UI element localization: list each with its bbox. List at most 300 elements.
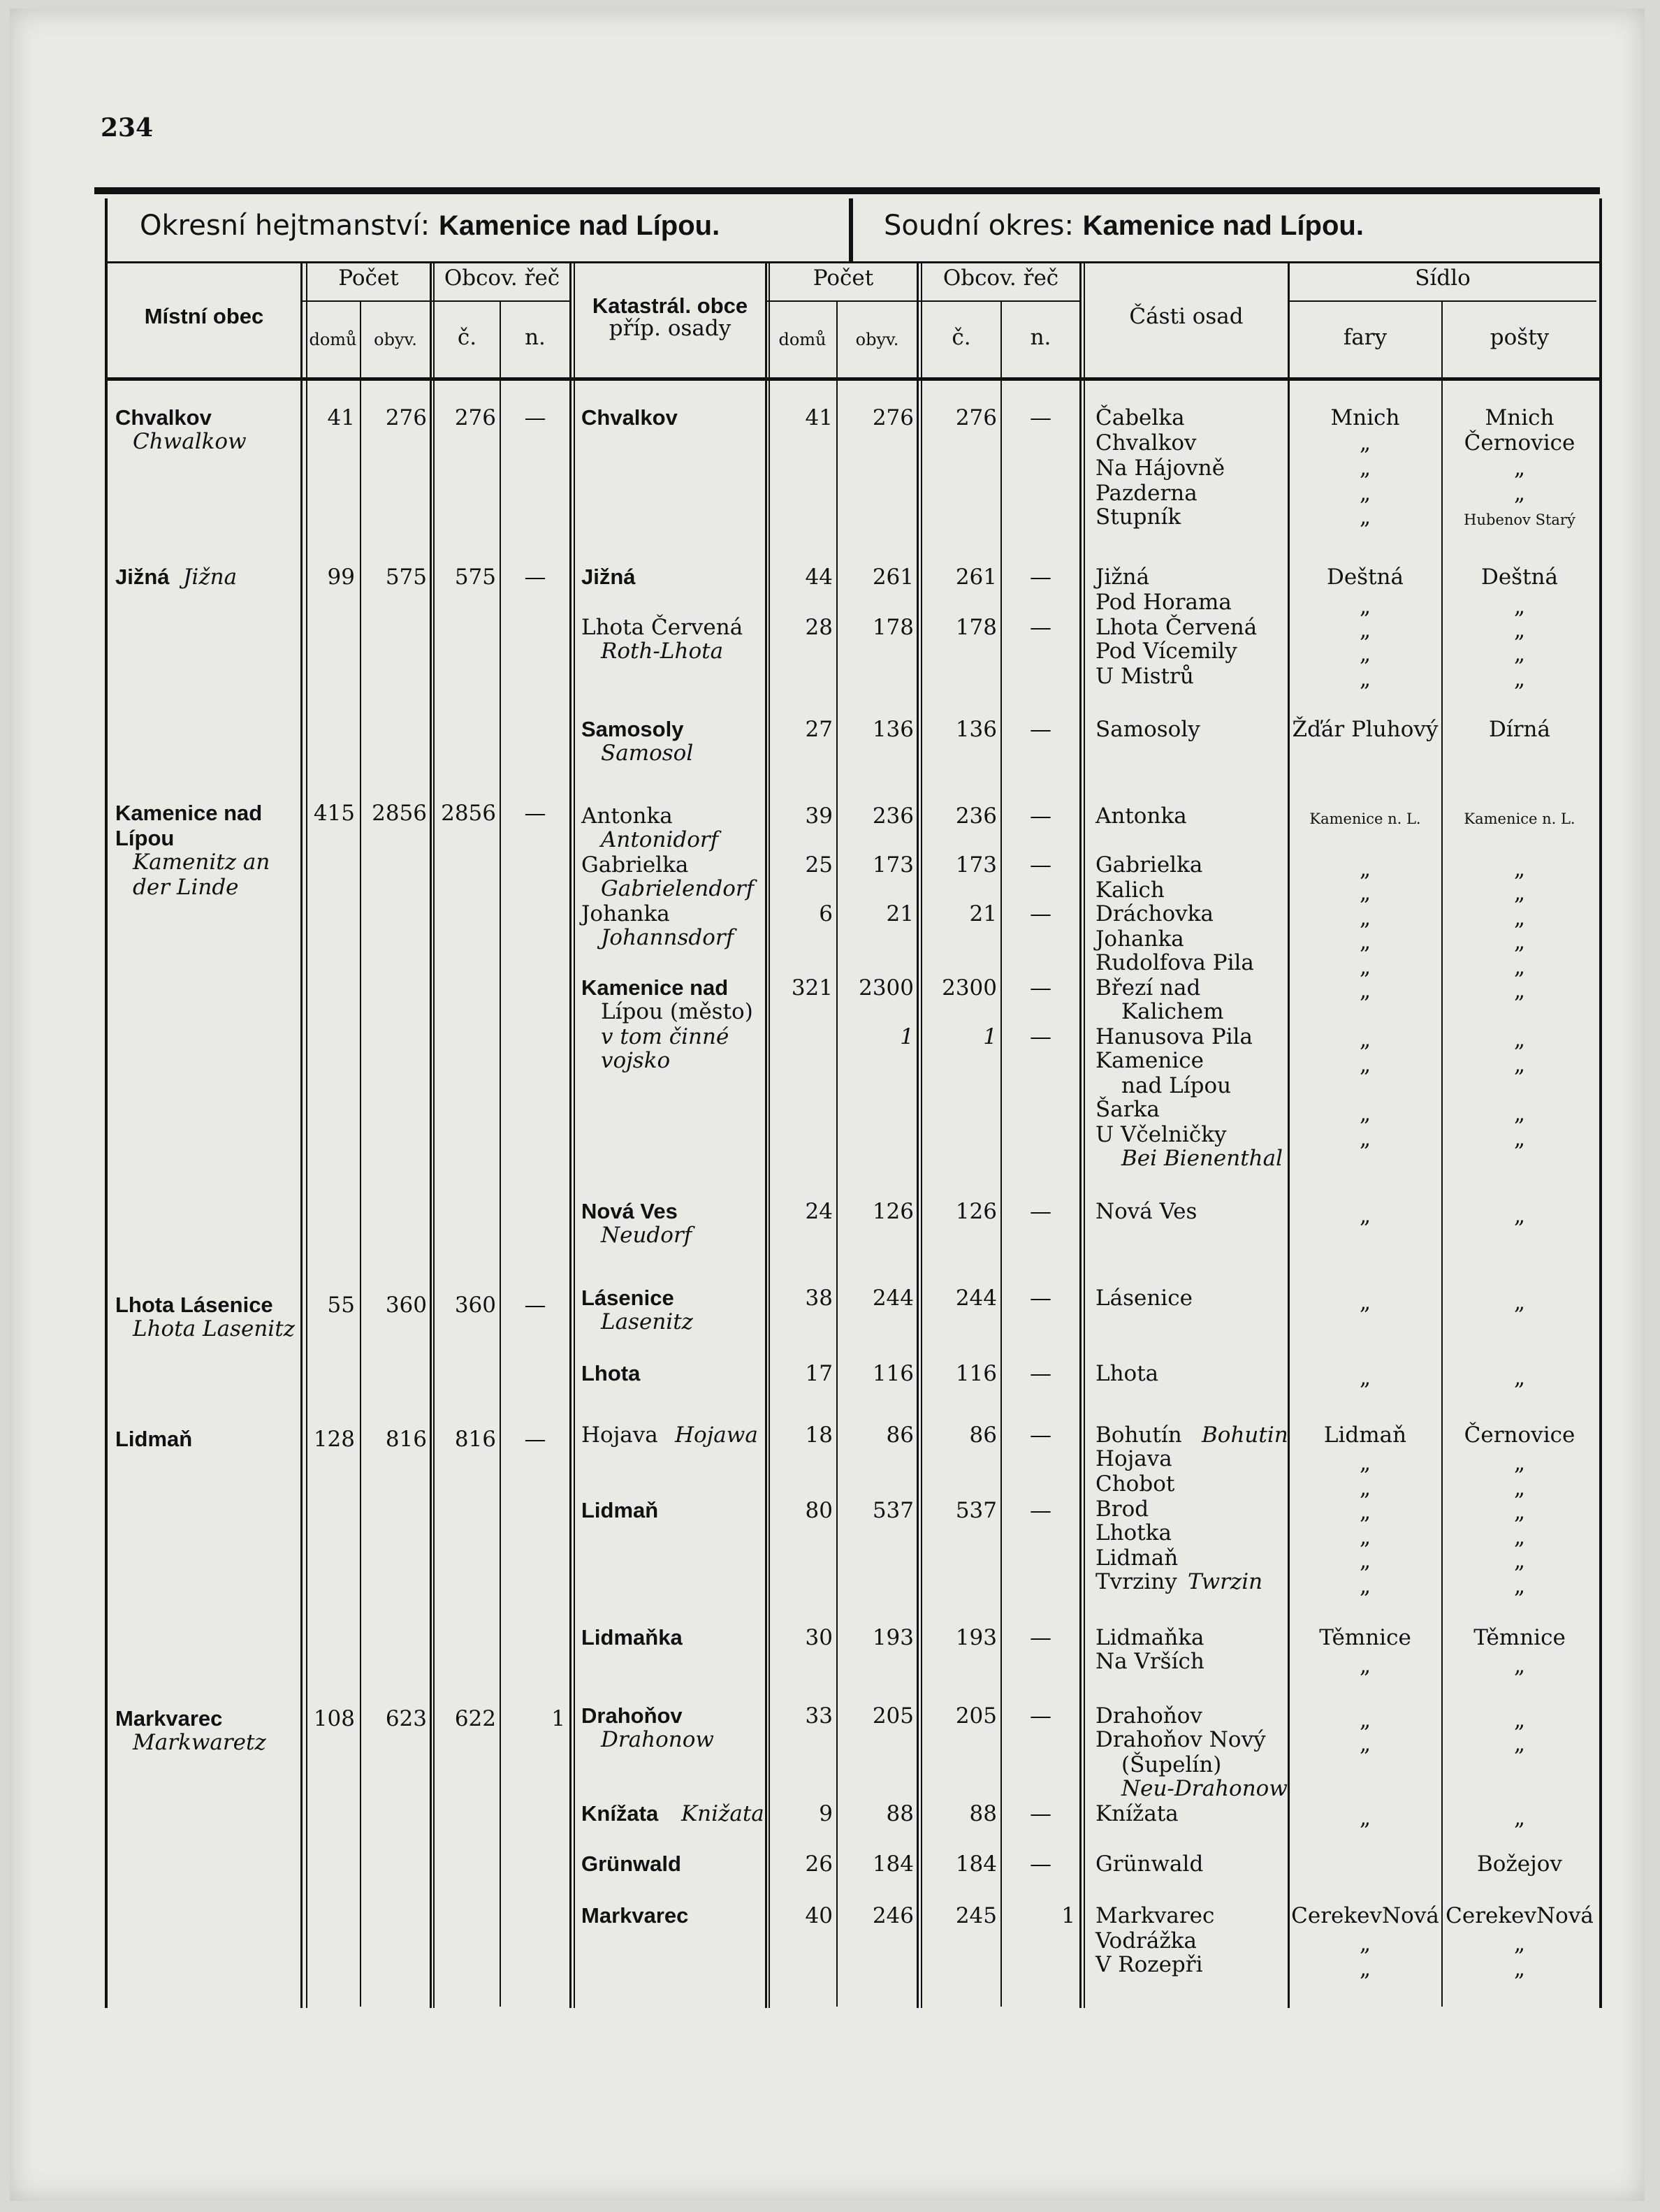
municipality-name: Lhota Lásenice <box>115 1293 273 1317</box>
cad-n: — <box>1030 852 1051 878</box>
mun-obyv: 2856 <box>372 801 427 826</box>
col-header-c: č. <box>457 325 477 350</box>
cadastral-german: Hojawa <box>675 1422 758 1448</box>
fara: „ <box>1359 1365 1371 1390</box>
mun-domu: 99 <box>327 565 355 590</box>
posta: „ <box>1513 1101 1526 1126</box>
col-header-n: n. <box>525 325 546 350</box>
cad-c: 244 <box>955 1286 997 1311</box>
col-line <box>574 261 575 2008</box>
cadastral-german: Gabrielendorf <box>601 876 755 901</box>
fara: „ <box>1359 1499 1371 1525</box>
cadastral-name: Nová Ves <box>581 1199 678 1223</box>
cad-domu: 24 <box>805 1199 833 1224</box>
part-name: Chobot <box>1095 1471 1175 1497</box>
mun-n: 1 <box>551 1706 565 1731</box>
fara: „ <box>1359 1101 1371 1126</box>
part-name: Knížata <box>1095 1801 1179 1826</box>
fara: „ <box>1359 1931 1371 1956</box>
col-header-obyv: obyv. <box>374 330 417 349</box>
col-line <box>917 261 919 2008</box>
cad-c: 276 <box>955 405 997 430</box>
cad-c: 21 <box>969 901 997 926</box>
posta: „ <box>1513 880 1526 905</box>
district-value: Kamenice nad Lípou. <box>438 210 720 241</box>
fara: Mnich <box>1330 405 1400 430</box>
col-line <box>1000 302 1002 2007</box>
part-name: Lidmaňka <box>1095 1625 1204 1650</box>
fara: „ <box>1359 618 1371 643</box>
col-header-obyv2: obyv. <box>855 330 899 349</box>
posta: „ <box>1513 1052 1526 1077</box>
part-name: Kalich <box>1095 878 1165 903</box>
cad-n: — <box>1030 1851 1051 1877</box>
cad-c: 236 <box>955 803 997 829</box>
posta: „ <box>1513 1365 1526 1390</box>
part-name: U Mistrů <box>1095 664 1194 689</box>
part-name: Bohutín <box>1095 1422 1182 1448</box>
cad-n: — <box>1030 405 1051 430</box>
cad-n: 1 <box>1061 1903 1075 1928</box>
municipality-german: Jižna <box>183 565 238 590</box>
cad-obyv: 21 <box>886 901 914 926</box>
cadastral-name: Lásenice <box>581 1286 674 1310</box>
posta: „ <box>1513 1476 1526 1501</box>
cadastral-name: Lidmaň <box>581 1498 659 1522</box>
district-header <box>105 198 1599 263</box>
cad-obyv: 244 <box>872 1286 914 1311</box>
cad-n: — <box>1030 901 1051 926</box>
part-name: Na Vrších <box>1095 1649 1204 1674</box>
mun-obyv: 360 <box>385 1293 427 1318</box>
fara: „ <box>1359 1126 1371 1151</box>
cad-c: 86 <box>969 1422 997 1448</box>
cad-obyv: 193 <box>872 1625 914 1650</box>
cad-domu: 41 <box>805 405 833 430</box>
fara: Deštná <box>1326 565 1404 590</box>
part-name: Gabrielka <box>1095 852 1203 878</box>
part-name: Bei Bienenthal <box>1121 1146 1283 1171</box>
mun-c: 360 <box>454 1293 496 1318</box>
part-name: Vodrážka <box>1095 1928 1197 1953</box>
cad-c: 193 <box>955 1625 997 1650</box>
cadastral-name: Johanka <box>581 901 670 926</box>
cad-obyv: 86 <box>886 1422 914 1448</box>
mun-n: — <box>524 801 546 826</box>
cadastral-name: Grünwald <box>581 1851 681 1876</box>
col-header-c2: č. <box>952 325 971 350</box>
cad-c: 537 <box>955 1498 997 1523</box>
part-name: Chvalkov <box>1095 430 1197 456</box>
cad-domu: 80 <box>805 1498 833 1523</box>
part-name: Twrzin <box>1188 1569 1263 1594</box>
part-name: Rudolfova Pila <box>1095 950 1254 975</box>
posta: Hubenov Starý <box>1464 511 1575 528</box>
posta: „ <box>1513 978 1526 1003</box>
cad-obyv: 184 <box>872 1851 914 1877</box>
cad-c: 178 <box>955 615 997 640</box>
part-name: Markvarec <box>1095 1903 1215 1928</box>
part-name: Kalichem <box>1121 999 1224 1024</box>
posta: „ <box>1513 905 1526 931</box>
cad-n-military: — <box>1030 1024 1051 1049</box>
fara: „ <box>1359 1027 1371 1052</box>
posta: „ <box>1513 1290 1526 1315</box>
cad-n: — <box>1030 803 1051 829</box>
part-name: Jižná <box>1095 565 1150 590</box>
cad-c: 116 <box>955 1361 997 1386</box>
posta: Černovice <box>1464 430 1575 456</box>
mun-domu: 108 <box>313 1706 355 1731</box>
municipality-name: Markvarec <box>115 1706 223 1731</box>
district-left <box>140 210 720 242</box>
posta: „ <box>1513 1708 1526 1733</box>
mun-n: — <box>524 565 546 590</box>
posta: „ <box>1513 1805 1526 1831</box>
posta: Těmnice <box>1473 1625 1566 1650</box>
col-header-sidlo: Sídlo <box>1415 265 1471 291</box>
cad-n: — <box>1030 1703 1051 1729</box>
fara: „ <box>1359 1573 1371 1599</box>
part-name: nad Lípou <box>1121 1073 1232 1098</box>
posta: „ <box>1513 1126 1526 1151</box>
cad-n: — <box>1030 1361 1051 1386</box>
cad-n: — <box>1030 1498 1051 1523</box>
municipality-name: Jižná <box>115 565 170 589</box>
cad-n: — <box>1030 717 1051 742</box>
cadastral-name: Gabrielka <box>581 852 689 878</box>
part-name: Pod Horama <box>1095 590 1232 615</box>
cadastral-name: Samosoly <box>581 717 684 741</box>
page-number: 234 <box>101 113 154 143</box>
posta: „ <box>1513 1931 1526 1956</box>
fara: Lidmaň <box>1323 1422 1407 1448</box>
posta: „ <box>1513 594 1526 619</box>
part-name: Stupník <box>1095 504 1181 530</box>
header-divider <box>849 198 853 261</box>
cadastral-german: v tom činné <box>601 1024 729 1049</box>
cad-domu: 17 <box>805 1361 833 1386</box>
col-line <box>569 261 571 2008</box>
cadastral-german: Johannsdorf <box>601 925 734 950</box>
fara: „ <box>1359 929 1371 954</box>
cad-obyv: 136 <box>872 717 914 742</box>
col-header-obcov-rec: Obcov. řeč <box>444 265 560 291</box>
cad-domu: 321 <box>791 975 833 1001</box>
cadastral-german-2: vojsko <box>601 1048 671 1073</box>
part-name: Pazderna <box>1095 481 1197 506</box>
fara: „ <box>1359 978 1371 1003</box>
mun-c: 816 <box>454 1427 496 1452</box>
fara: Těmnice <box>1319 1625 1411 1650</box>
cad-c: 205 <box>955 1703 997 1729</box>
cad-obyv-military: 1 <box>900 1024 914 1049</box>
col-line <box>433 261 435 2008</box>
cad-obyv: 116 <box>872 1361 914 1386</box>
cad-obyv: 276 <box>872 405 914 430</box>
cadastral-german: Lasenitz <box>601 1309 693 1334</box>
posta: Božejov <box>1477 1851 1562 1877</box>
cadastral-name: Lidmaňka <box>581 1625 683 1650</box>
fara: „ <box>1359 1805 1371 1831</box>
cadastral-name: Knížata <box>581 1801 659 1826</box>
cad-obyv: 88 <box>886 1801 914 1826</box>
cad-c-military: 1 <box>983 1024 997 1049</box>
part-name: V Rozepři <box>1095 1952 1203 1977</box>
header-line-bottom <box>108 377 1599 381</box>
part-name: Hanusova Pila <box>1095 1024 1253 1049</box>
col-line <box>430 261 432 2008</box>
part-name: Šarka <box>1095 1097 1160 1122</box>
header-line-pocet <box>300 300 569 302</box>
cadastral-name: Drahoňov <box>581 1703 683 1728</box>
cad-c: 2300 <box>942 975 997 1001</box>
court-right <box>884 210 1364 242</box>
posta: „ <box>1513 857 1526 882</box>
part-name: Tvrziny <box>1095 1569 1177 1594</box>
posta: Kamenice n. L. <box>1464 810 1575 827</box>
cad-n: — <box>1030 975 1051 1001</box>
posta: Černovice <box>1464 1422 1575 1448</box>
col-line <box>306 261 307 2008</box>
mun-obyv: 623 <box>385 1706 427 1731</box>
cad-n: — <box>1030 1422 1051 1448</box>
posta: Dírná <box>1488 717 1551 742</box>
cadastral-german: Antonidorf <box>601 827 719 852</box>
mun-domu: 55 <box>327 1293 355 1318</box>
posta: „ <box>1513 954 1526 980</box>
cad-obyv: 178 <box>872 615 914 640</box>
part-name: Dráchovka <box>1095 901 1214 926</box>
cad-obyv: 236 <box>872 803 914 829</box>
posta: „ <box>1513 1653 1526 1678</box>
col-header-katastral: Katastrál. obce <box>592 293 748 318</box>
part-name: (Šupelín) <box>1121 1752 1222 1777</box>
mun-n: — <box>524 1427 546 1452</box>
cad-n: — <box>1030 1801 1051 1826</box>
fara: „ <box>1359 481 1371 506</box>
municipality-name: Chvalkov <box>115 405 212 430</box>
fara: „ <box>1359 1708 1371 1733</box>
part-name: Samosoly <box>1095 717 1200 742</box>
cad-domu: 25 <box>805 852 833 878</box>
municipality-name: Kamenice nad Lípou <box>115 801 263 850</box>
mun-domu: 41 <box>327 405 355 430</box>
cad-domu: 18 <box>805 1422 833 1448</box>
mun-n: — <box>524 1293 546 1318</box>
fara: „ <box>1359 1450 1371 1476</box>
cad-domu: 9 <box>819 1801 833 1826</box>
fara: „ <box>1359 1052 1371 1077</box>
cadastral-german: Samosol <box>601 741 694 766</box>
municipality-german: Kamenitz an der Linde <box>133 850 270 900</box>
mun-domu: 415 <box>313 801 355 826</box>
fara: „ <box>1359 667 1371 692</box>
col-header-pocet: Počet <box>338 265 399 291</box>
cadastral-name-2: Lípou (město) <box>601 999 753 1024</box>
posta: „ <box>1513 641 1526 667</box>
part-name: Antonka <box>1095 803 1187 829</box>
cad-domu: 44 <box>805 565 833 590</box>
posta: „ <box>1513 1548 1526 1573</box>
fara: „ <box>1359 594 1371 619</box>
posta: „ <box>1513 1027 1526 1052</box>
cadastral-name: Jižná <box>581 565 636 589</box>
cad-c: 126 <box>955 1199 997 1224</box>
part-name: Na Hájovně <box>1095 456 1225 481</box>
cad-obyv: 173 <box>872 852 914 878</box>
cad-c: 173 <box>955 852 997 878</box>
cadastral-name: Markvarec <box>581 1903 689 1928</box>
col-header-domu2: domů <box>778 330 827 349</box>
cad-c: 184 <box>955 1851 997 1877</box>
col-line <box>1084 261 1085 2008</box>
part-name: Brod <box>1095 1497 1149 1522</box>
cad-domu: 38 <box>805 1286 833 1311</box>
fara: „ <box>1359 1731 1371 1756</box>
posta: „ <box>1513 929 1526 954</box>
cad-obyv: 126 <box>872 1199 914 1224</box>
part-name: Kamenice <box>1095 1048 1204 1073</box>
col-line <box>836 302 838 2007</box>
part-name: Neu-Drahonow <box>1121 1776 1288 1801</box>
municipality-german: Lhota Lasenitz <box>133 1316 296 1341</box>
col-header-n2: n. <box>1030 325 1051 350</box>
mun-obyv: 276 <box>385 405 427 430</box>
fara: Kamenice n. L. <box>1309 810 1421 827</box>
fara: „ <box>1359 880 1371 905</box>
cad-domu: 6 <box>819 901 833 926</box>
cad-obyv: 205 <box>872 1703 914 1729</box>
fara: „ <box>1359 641 1371 667</box>
mun-obyv: 575 <box>385 565 427 590</box>
posta: „ <box>1513 1450 1526 1476</box>
cad-domu: 33 <box>805 1703 833 1729</box>
cadastral-german: Roth-Lhota <box>601 639 724 664</box>
part-name: Drahoňov Nový <box>1095 1727 1266 1752</box>
cad-c: 88 <box>969 1801 997 1826</box>
cad-domu: 28 <box>805 615 833 640</box>
posta: „ <box>1513 1525 1526 1550</box>
col-line <box>769 261 770 2008</box>
col-header-obcov-rec2: Obcov. řeč <box>942 265 1059 291</box>
col-header-mistni-obec: Místní obec <box>144 304 264 328</box>
part-name: Lidmaň <box>1095 1545 1179 1571</box>
col-line <box>1079 261 1082 2008</box>
part-name: Lásenice <box>1095 1286 1193 1311</box>
cad-c: 261 <box>955 565 997 590</box>
posta: Deštná <box>1480 565 1558 590</box>
cad-n: — <box>1030 615 1051 640</box>
cad-obyv: 2300 <box>859 975 914 1001</box>
posta: „ <box>1513 1203 1526 1228</box>
mun-c: 575 <box>454 565 496 590</box>
cadastral-name: Kamenice nad <box>581 975 729 1000</box>
cadastral-name: Antonka <box>581 803 673 829</box>
district-label: Okresní hejtmanství: <box>140 210 430 242</box>
cad-n: — <box>1030 1199 1051 1224</box>
posta: „ <box>1513 1573 1526 1599</box>
cad-obyv: 261 <box>872 565 914 590</box>
fara: „ <box>1359 1548 1371 1573</box>
fara: „ <box>1359 1476 1371 1501</box>
posta: „ <box>1513 618 1526 643</box>
posta: „ <box>1513 1731 1526 1756</box>
posta: „ <box>1513 1956 1526 1981</box>
part-name: Drahoňov <box>1095 1703 1202 1729</box>
fara: Žďár Pluhový <box>1292 717 1439 742</box>
cad-c: 245 <box>955 1903 997 1928</box>
fara: „ <box>1359 1525 1371 1550</box>
posta: „ <box>1513 1499 1526 1525</box>
cadastral-name: Lhota Červená <box>581 615 743 640</box>
cad-domu: 40 <box>805 1903 833 1928</box>
part-name: Grünwald <box>1095 1851 1204 1877</box>
cad-domu: 26 <box>805 1851 833 1877</box>
mun-c: 2856 <box>441 801 496 826</box>
cad-obyv: 246 <box>872 1903 914 1928</box>
part-name: Lhota <box>1095 1361 1159 1386</box>
col-line <box>500 302 501 2007</box>
cad-obyv: 537 <box>872 1498 914 1523</box>
col-line <box>921 261 922 2008</box>
part-name: Čabelka <box>1095 405 1185 430</box>
part-name: Nová Ves <box>1095 1199 1197 1224</box>
part-name: Lhotka <box>1095 1520 1172 1545</box>
part-name: Březí nad <box>1095 975 1201 1001</box>
cadastral-name: Chvalkov <box>581 405 678 430</box>
cadastral-german: Neudorf <box>601 1223 692 1248</box>
fara: „ <box>1359 504 1371 530</box>
part-name: Pod Vícemily <box>1095 639 1237 664</box>
posta: „ <box>1513 667 1526 692</box>
cadastral-name: Hojava <box>581 1422 658 1448</box>
cad-domu: 27 <box>805 717 833 742</box>
part-name: Hojava <box>1095 1446 1172 1471</box>
posta: „ <box>1513 481 1526 506</box>
fara: „ <box>1359 430 1371 456</box>
cadastral-german: Drahonow <box>601 1727 714 1752</box>
court-value: Kamenice nad Lípou. <box>1082 210 1364 241</box>
top-rule <box>94 187 1600 194</box>
mun-c: 622 <box>454 1706 496 1731</box>
part-name: Lhota Červená <box>1095 615 1258 640</box>
municipality-german: Markwaretz <box>133 1730 266 1755</box>
mun-obyv: 816 <box>385 1427 427 1452</box>
col-header-posty: pošty <box>1490 325 1550 350</box>
cadastral-german: Knižata <box>681 1801 764 1826</box>
col-line <box>765 261 767 2008</box>
col-header-fary: fary <box>1343 325 1388 350</box>
col-header-katastral-2: příp. osady <box>609 316 731 341</box>
fara: „ <box>1359 1203 1371 1228</box>
fara: CerekevNová <box>1291 1903 1439 1928</box>
fara: „ <box>1359 1956 1371 1981</box>
fara: „ <box>1359 1290 1371 1315</box>
header-line-sidlo <box>1289 300 1596 302</box>
posta: Mnich <box>1485 405 1555 430</box>
posta: CerekevNová <box>1446 1903 1594 1928</box>
header-line-pocet2 <box>765 300 1079 302</box>
court-label: Soudní okres: <box>884 210 1074 242</box>
fara: „ <box>1359 1653 1371 1678</box>
cad-domu: 30 <box>805 1625 833 1650</box>
cad-n: — <box>1030 565 1051 590</box>
fara: „ <box>1359 905 1371 931</box>
fara: „ <box>1359 954 1371 980</box>
part-name: Bohutin <box>1202 1422 1288 1448</box>
col-header-casti-osad: Části osad <box>1129 304 1244 329</box>
